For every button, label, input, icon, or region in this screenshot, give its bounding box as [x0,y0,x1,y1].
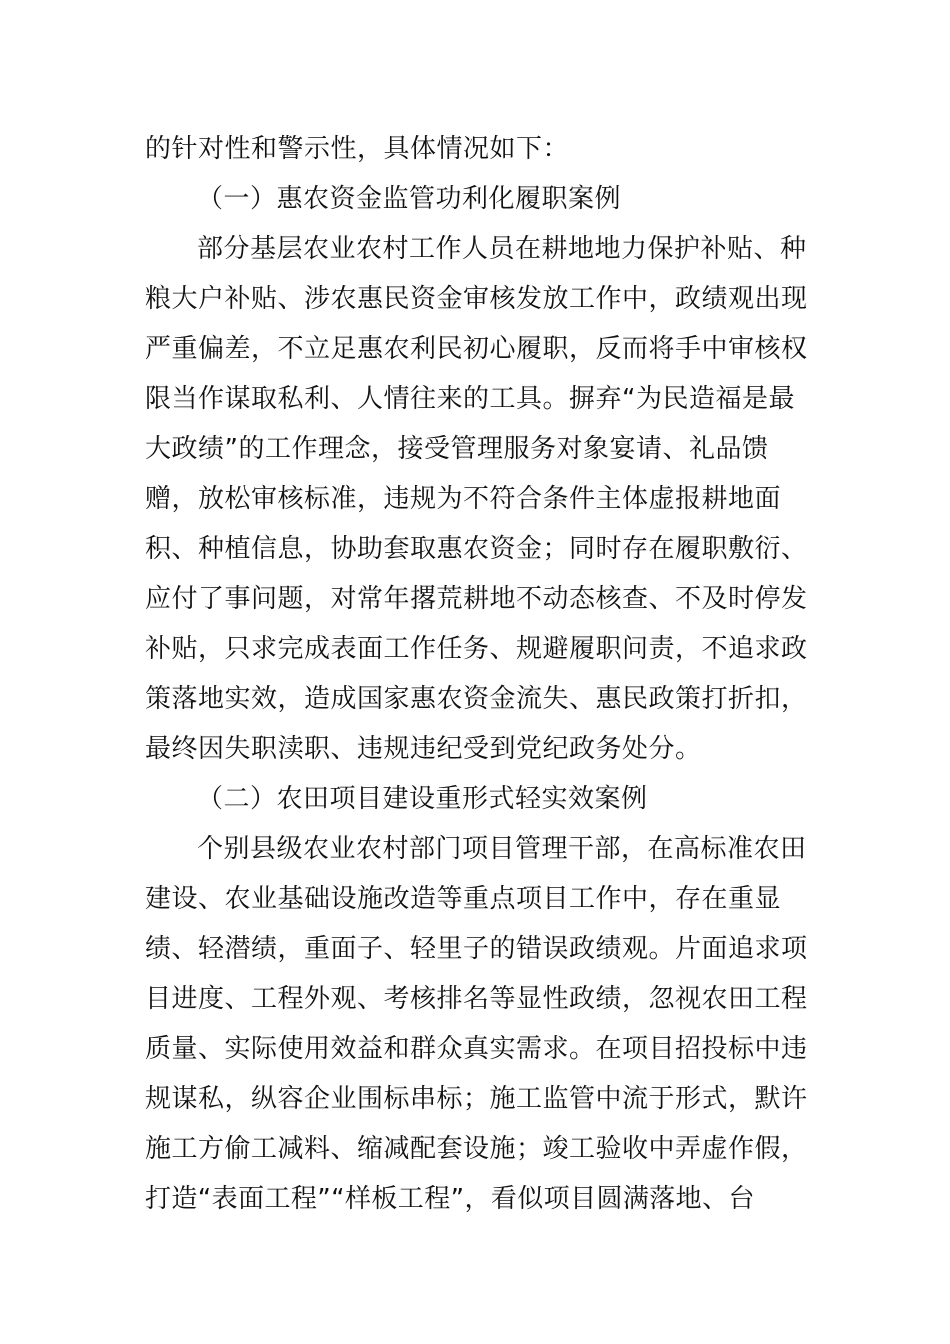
document-body [145,124,810,1224]
text-line: 质量、实际使用效益和群众真实需求。在项目招投标中违 [145,1034,808,1064]
section-heading-2: （二）农田项目建设重形式轻实效案例 [197,784,648,814]
text-line: 的针对性和警示性，具体情况如下： [145,134,570,164]
paragraph-1-start: 部分基层农业农村工作人员在耕地地力保护补贴、种 [197,234,807,264]
paragraph-2-start: 个别县级农业农村部门项目管理干部，在高标准农田 [197,834,807,864]
text-line: 粮大户补贴、涉农惠民资金审核发放工作中，政绩观出现 [145,284,808,314]
text-line: 赠，放松审核标准，违规为不符合条件主体虚报耕地面 [145,484,782,514]
text-line: 积、种植信息，协助套取惠农资金；同时存在履职敷衍、 [145,534,808,564]
text-line: 大政绩”的工作理念，接受管理服务对象宴请、礼品馈 [145,434,769,464]
text-line: 施工方偷工减料、缩减配套设施；竣工验收中弄虚作假， [145,1134,808,1164]
text-line: 规谋私，纵容企业围标串标；施工监管中流于形式，默许 [145,1084,808,1114]
section-heading-1: （一）惠农资金监管功利化履职案例 [197,184,622,214]
text-line: 严重偏差，不立足惠农利民初心履职，反而将手中审核权 [145,334,808,364]
text-line: 策落地实效，造成国家惠农资金流失、惠民政策打折扣， [145,684,808,714]
text-line: 目进度、工程外观、考核排名等显性政绩，忽视农田工程 [145,984,808,1014]
text-line: 打造“表面工程”“样板工程”，看似项目圆满落地、台 [145,1184,755,1214]
text-line: 绩、轻潜绩，重面子、轻里子的错误政绩观。片面追求项 [145,934,808,964]
paragraph-1-end: 最终因失职渎职、违规违纪受到党纪政务处分。 [145,734,702,764]
text-line: 限当作谋取私利、人情往来的工具。摒弃“为民造福是最 [145,384,795,414]
text-line: 补贴，只求完成表面工作任务、规避履职问责，不追求政 [145,634,808,664]
text-line: 建设、农业基础设施改造等重点项目工作中，存在重显 [145,884,782,914]
text-line: 应付了事问题，对常年撂荒耕地不动态核查、不及时停发 [145,584,808,614]
